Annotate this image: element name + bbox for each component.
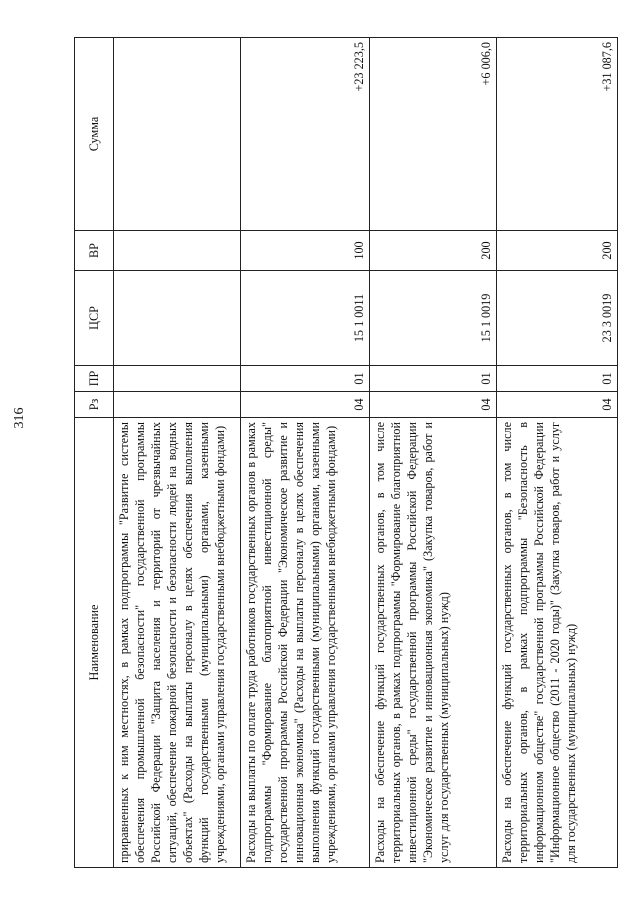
header-csr: ЦСР bbox=[75, 271, 114, 366]
header-name: Наименование bbox=[75, 418, 114, 868]
row-rz: 04 bbox=[241, 392, 370, 418]
table-row bbox=[497, 38, 618, 868]
row-pr bbox=[114, 366, 241, 392]
row-vr: 100 bbox=[241, 231, 370, 271]
row-vr: 200 bbox=[370, 231, 497, 271]
page-number: 316 bbox=[12, 407, 27, 429]
row-pr: 01 bbox=[370, 366, 497, 392]
row-rz: 04 bbox=[497, 392, 618, 418]
row-sum bbox=[114, 38, 241, 231]
header-vr: ВР bbox=[75, 231, 114, 271]
table-row bbox=[370, 38, 497, 868]
row-name: Расходы на обеспечение функций государственных органов, в том числе территориальных органов, в рамках подпрограммы "Формирование благоприятной инвестиционной среды" государственной программы Российской Федерации "Экономическое развитие и инновационная экономика" (Закупка товаров, работ и услуг для государственных (муниципальных) нужд) bbox=[370, 418, 497, 868]
row-name: Расходы на выплаты по оплате труда работников государственных органов в рамках подпрограммы "Формирование благоприятной инвестиционной среды" государственной программы Российской Федерации "Экономическое развитие и инновационная экономика" (Расходы на выплаты персоналу в целях обеспечения выполнения функций государственными (муниципальными) органами, казенными учреждениями, органами управления государственными внебюджетными фондами) bbox=[241, 418, 370, 868]
table-row bbox=[241, 38, 370, 868]
row-csr: 15 1 0011 bbox=[241, 271, 370, 366]
row-pr: 01 bbox=[497, 366, 618, 392]
budget-table bbox=[74, 37, 618, 868]
row-csr bbox=[114, 271, 241, 366]
row-sum: +31 087,6 bbox=[497, 38, 618, 231]
row-vr bbox=[114, 231, 241, 271]
row-sum: +23 223,5 bbox=[241, 38, 370, 231]
row-sum: +6 006,0 bbox=[370, 38, 497, 231]
header-pr: ПР bbox=[75, 366, 114, 392]
row-rz: 04 bbox=[370, 392, 497, 418]
header-rz: Рз bbox=[75, 392, 114, 418]
row-name: приравненных к ним местностях, в рамках подпрограммы "Развитие системы обеспечения промышленной безопасности" государственной программы Российской Федерации "Защита населения и территорий от чрезвычайных ситуаций, обеспечение пожарной безопасности и безопасности людей на водных объектах" (Расходы на выплаты персоналу в целях обеспечения выполнения функций государственными (муниципальными) органами, казенными учреждениями, органами управления государственными внебюджетными фондами) bbox=[114, 418, 241, 868]
table-row bbox=[114, 38, 241, 868]
table-header-row bbox=[75, 38, 114, 868]
row-name: Расходы на обеспечение функций государственных органов, в том числе территориальных органов, в рамках подпрограммы "Безопасность в информационном обществе" государственной программы Российской Федерации "Информационное общество (2011 - 2020 годы)" (Закупка товаров, работ и услуг для государственных (муниципальных) нужд) bbox=[497, 418, 618, 868]
row-csr: 23 3 0019 bbox=[497, 271, 618, 366]
row-rz bbox=[114, 392, 241, 418]
budget-table-container bbox=[74, 38, 614, 868]
header-sum: Сумма bbox=[75, 38, 114, 231]
row-csr: 15 1 0019 bbox=[370, 271, 497, 366]
row-pr: 01 bbox=[241, 366, 370, 392]
row-vr: 200 bbox=[497, 231, 618, 271]
